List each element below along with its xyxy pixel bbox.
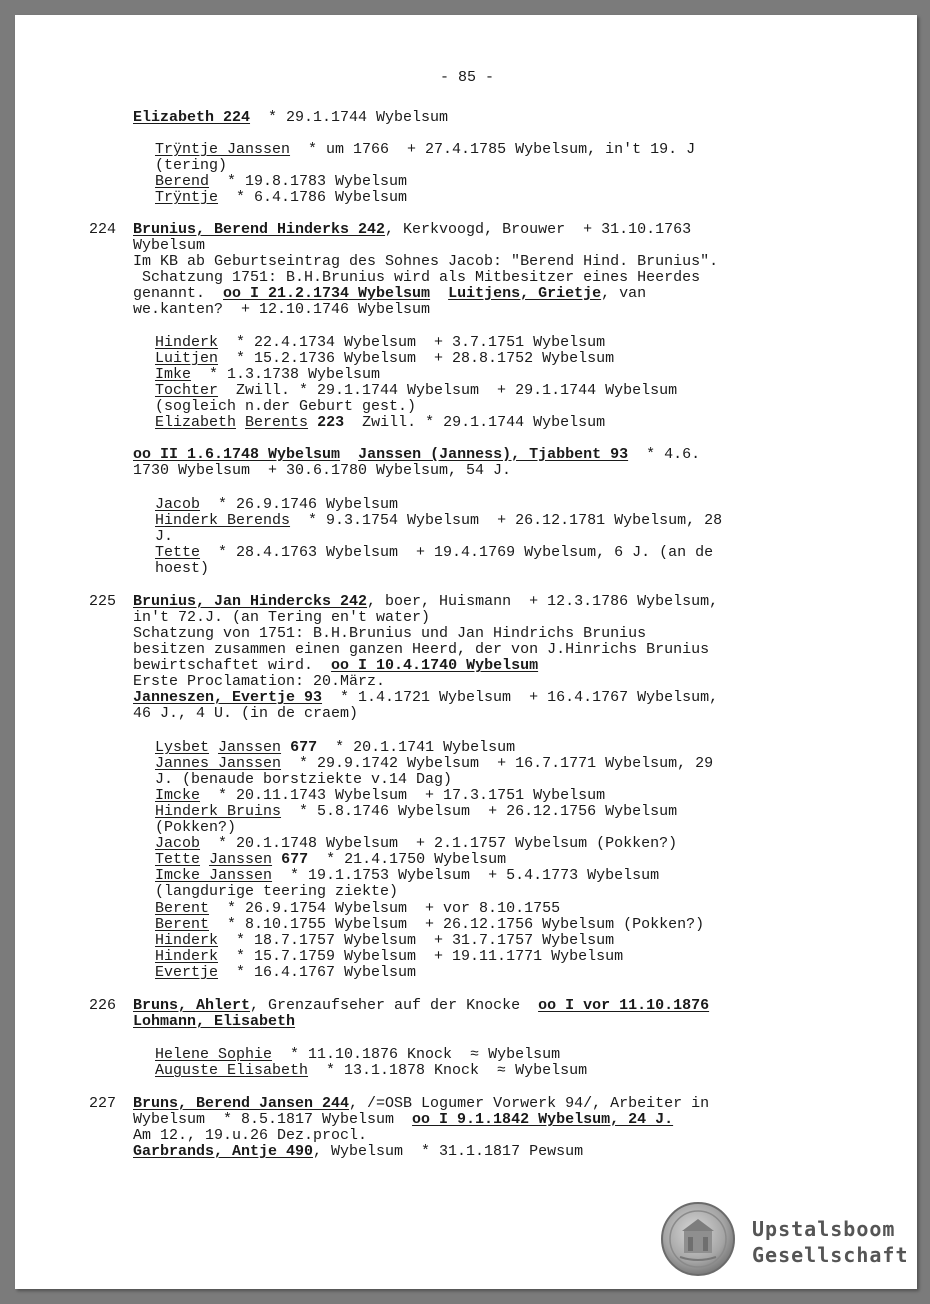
- text-segment: [200, 851, 209, 868]
- child-name: Lysbet: [155, 739, 210, 756]
- text-segment: * 15.2.1736 Wybelsum + 28.8.1752 Wybelsum: [218, 350, 615, 367]
- text-line: [155, 917, 704, 933]
- text-segment: * 26.9.1746 Wybelsum: [200, 496, 399, 513]
- child-name: Tette: [155, 544, 201, 561]
- text-line: [155, 949, 623, 965]
- entry-number: 227: [89, 1095, 117, 1112]
- text-segment: (sogleich n.der Geburt gest.): [155, 398, 417, 415]
- text-segment: Zwill. * 29.1.1744 Wybelsum: [344, 414, 606, 431]
- text-line: [133, 690, 718, 706]
- text-line: [155, 367, 380, 383]
- text-segment: , Kerkvoogd, Brouwer + 31.10.1763: [385, 221, 692, 238]
- text-line: [155, 561, 209, 577]
- text-segment: [209, 739, 218, 756]
- child-name: Trÿntje: [155, 189, 219, 206]
- page-content: [15, 15, 917, 1289]
- text-segment: genannt.: [133, 285, 224, 302]
- child-name: Hinderk: [155, 334, 219, 351]
- child-name: Auguste Elisabeth: [155, 1062, 309, 1079]
- text-line: [155, 158, 227, 174]
- text-segment: (Pokken?): [155, 819, 237, 836]
- text-line: [155, 190, 407, 206]
- text-segment: * 26.9.1754 Wybelsum + vor 8.10.1755: [209, 900, 561, 917]
- text-segment: 46 J., 4 U. (in de craem): [133, 705, 359, 722]
- person-name-link: oo I vor 11.10.1876: [538, 997, 710, 1014]
- text-line: [133, 1128, 367, 1144]
- text-segment: 1730 Wybelsum + 30.6.1780 Wybelsum, 54 J.: [133, 462, 512, 479]
- text-line: [155, 529, 173, 545]
- person-name-link: oo I 9.1.1842 Wybelsum, 24 J.: [412, 1111, 674, 1128]
- text-segment: Wybelsum * 8.5.1817 Wybelsum: [133, 1111, 413, 1128]
- person-name-link: oo I 21.2.1734 Wybelsum: [223, 285, 431, 302]
- text-line: [133, 1014, 295, 1030]
- text-segment: * 4.6.: [628, 446, 701, 463]
- person-name-link: Lohmann, Elisabeth: [133, 1013, 296, 1030]
- text-line: [133, 254, 718, 270]
- person-name-link: Bruns, Berend Jansen 244: [133, 1095, 350, 1112]
- text-line: [155, 884, 398, 900]
- text-line: [133, 706, 358, 722]
- child-name: Jannes Janssen: [155, 755, 282, 772]
- text-segment: * 18.7.1757 Wybelsum + 31.7.1757 Wybelsum: [218, 932, 615, 949]
- text-line: [155, 1063, 587, 1079]
- child-name: Imcke Janssen: [155, 867, 273, 884]
- text-segment: , Wybelsum * 31.1.1817 Pewsum: [313, 1143, 584, 1160]
- child-name: Evertje: [155, 964, 219, 981]
- child-name: Berent: [155, 916, 210, 933]
- text-line: [133, 463, 511, 479]
- text-segment: [308, 414, 317, 431]
- person-name-link: Garbrands, Antje 490: [133, 1143, 314, 1160]
- text-segment: * 1.3.1738 Wybelsum: [191, 366, 381, 383]
- text-line: [155, 415, 605, 431]
- text-line: [133, 286, 646, 302]
- document-page: [15, 15, 917, 1289]
- text-line: [155, 335, 605, 351]
- text-line: [155, 772, 452, 788]
- person-name-link: Janneszen, Evertje 93: [133, 689, 323, 706]
- text-line: [133, 270, 700, 286]
- text-line: [133, 447, 700, 463]
- text-line: [133, 1144, 583, 1160]
- text-segment: * 16.4.1767 Wybelsum: [218, 964, 417, 981]
- text-segment: [430, 285, 448, 302]
- text-segment: in't 72.J. (an Tering en't water): [133, 609, 431, 626]
- text-line: [155, 142, 695, 158]
- text-segment: hoest): [155, 560, 210, 577]
- child-name: Berent: [155, 900, 210, 917]
- person-name-link: Bruns, Ahlert: [133, 997, 251, 1014]
- text-segment: * 8.10.1755 Wybelsum + 26.12.1756 Wybelsum (Pokken?): [209, 916, 705, 933]
- person-name-link: oo II 1.6.1748 Wybelsum: [133, 446, 341, 463]
- text-segment: [236, 414, 245, 431]
- text-segment: we.kanten? + 12.10.1746 Wybelsum: [133, 301, 431, 318]
- text-line: [155, 868, 659, 884]
- text-segment: * 19.1.1753 Wybelsum + 5.4.1773 Wybelsum: [272, 867, 660, 884]
- text-segment: * 22.4.1734 Wybelsum + 3.7.1751 Wybelsum: [218, 334, 606, 351]
- text-line: [155, 497, 398, 513]
- text-segment: * 20.1.1741 Wybelsum: [317, 739, 516, 756]
- child-name: Elizabeth: [155, 414, 237, 431]
- text-segment: , boer, Huismann + 12.3.1786 Wybelsum,: [367, 593, 719, 610]
- text-line: [133, 610, 430, 626]
- child-name: Jacob: [155, 835, 201, 852]
- text-line: [155, 1047, 560, 1063]
- text-line: [155, 756, 713, 772]
- person-name-link: Elizabeth 224: [133, 109, 251, 126]
- text-segment: Am 12., 19.u.26 Dez.procl.: [133, 1127, 368, 1144]
- text-line: [155, 383, 677, 399]
- text-segment: (tering): [155, 157, 228, 174]
- reference-number: 677: [281, 851, 309, 868]
- text-segment: * 29.9.1742 Wybelsum + 16.7.1771 Wybelsum, 29: [281, 755, 714, 772]
- text-segment: (langdurige teering ziekte): [155, 883, 399, 900]
- entry-number: 224: [89, 221, 117, 238]
- logo-text-line1: Upstalsboom: [752, 1217, 896, 1241]
- text-segment: * 6.4.1786 Wybelsum: [218, 189, 408, 206]
- text-segment: , van: [601, 285, 647, 302]
- text-segment: besitzen zusammen einen ganzen Heerd, der von J.Hinrichs Brunius: [133, 641, 710, 658]
- text-segment: Zwill. * 29.1.1744 Wybelsum + 29.1.1744 Wybelsum: [218, 382, 678, 399]
- text-line: [133, 238, 205, 254]
- text-line: [89, 594, 718, 610]
- text-segment: bewirtschaftet wird.: [133, 657, 332, 674]
- child-name: Imke: [155, 366, 192, 383]
- person-name-link: Brunius, Berend Hinderks 242: [133, 221, 386, 238]
- text-segment: Wybelsum: [133, 237, 206, 254]
- text-segment: J.: [155, 528, 174, 545]
- text-line: [155, 965, 416, 981]
- text-line: [155, 901, 560, 917]
- text-line: [155, 545, 713, 561]
- text-line: [155, 351, 614, 367]
- text-segment: [281, 739, 290, 756]
- text-segment: * um 1766 + 27.4.1785 Wybelsum, in't 19. J: [290, 141, 696, 158]
- text-line: [155, 174, 407, 190]
- text-segment: * 19.8.1783 Wybelsum: [209, 173, 408, 190]
- child-name: Imcke: [155, 787, 201, 804]
- entry-number: 225: [89, 593, 117, 610]
- text-segment: Schatzung von 1751: B.H.Brunius und Jan Hindrichs Brunius: [133, 625, 647, 642]
- reference-number: 677: [290, 739, 318, 756]
- text-line: [155, 399, 416, 415]
- person-name-link: Luitjens, Grietje: [448, 285, 602, 302]
- text-line: [155, 740, 515, 756]
- child-name: Hinderk: [155, 932, 219, 949]
- child-name: Janssen: [218, 739, 282, 756]
- child-name: Jacob: [155, 496, 201, 513]
- child-name: Tette: [155, 851, 201, 868]
- text-segment: Schatzung 1751: B.H.Brunius wird als Mitbesitzer eines Heerdes: [133, 269, 701, 286]
- text-segment: Erste Proclamation: 20.März.: [133, 673, 386, 690]
- text-segment: * 1.4.1721 Wybelsum + 16.4.1767 Wybelsum,: [322, 689, 719, 706]
- child-name: Berend: [155, 173, 210, 190]
- text-line: [155, 852, 506, 868]
- child-name: Trÿntje Janssen: [155, 141, 291, 158]
- text-line: [89, 998, 709, 1014]
- text-segment: Im KB ab Geburtseintrag des Sohnes Jacob: "Berend Hind. Brunius".: [133, 253, 719, 270]
- text-line: [155, 804, 677, 820]
- text-segment: * 15.7.1759 Wybelsum + 19.11.1771 Wybelsum: [218, 948, 624, 965]
- child-name: Hinderk Berends: [155, 512, 291, 529]
- text-line: [155, 788, 605, 804]
- text-segment: * 13.1.1878 Knock ≈ Wybelsum: [308, 1062, 588, 1079]
- text-line: [155, 836, 677, 852]
- text-line: [89, 222, 691, 238]
- entry-number: 226: [89, 997, 117, 1014]
- page-number: - 85 -: [440, 69, 495, 86]
- text-line: [155, 820, 236, 836]
- text-segment: [340, 446, 358, 463]
- child-name: Luitjen: [155, 350, 219, 367]
- text-segment: * 20.11.1743 Wybelsum + 17.3.1751 Wybelsum: [200, 787, 606, 804]
- text-segment: * 21.4.1750 Wybelsum: [308, 851, 507, 868]
- text-line: [155, 513, 722, 529]
- text-segment: , Grenzaufseher auf der Knocke: [250, 997, 539, 1014]
- text-line: [133, 626, 646, 642]
- text-segment: [272, 851, 281, 868]
- child-name: Hinderk: [155, 948, 219, 965]
- text-segment: , /=OSB Logumer Vorwerk 94/, Arbeiter in: [349, 1095, 710, 1112]
- text-segment: * 9.3.1754 Wybelsum + 26.12.1781 Wybelsum, 28: [290, 512, 723, 529]
- text-line: [155, 933, 614, 949]
- text-segment: * 29.1.1744 Wybelsum: [250, 109, 449, 126]
- child-name: Janssen: [209, 851, 273, 868]
- text-line: [89, 1096, 709, 1112]
- text-segment: * 20.1.1748 Wybelsum + 2.1.1757 Wybelsum (Pokken?): [200, 835, 678, 852]
- child-name: Hinderk Bruins: [155, 803, 282, 820]
- logo-text-line2: Gesellschaft: [752, 1243, 909, 1267]
- text-line: [133, 642, 709, 658]
- text-segment: * 11.10.1876 Knock ≈ Wybelsum: [272, 1046, 561, 1063]
- text-segment: * 28.4.1763 Wybelsum + 19.4.1769 Wybelsum, 6 J. (an de: [200, 544, 714, 561]
- text-segment: * 5.8.1746 Wybelsum + 26.12.1756 Wybelsum: [281, 803, 678, 820]
- person-name-link: Brunius, Jan Hindercks 242: [133, 593, 368, 610]
- text-line: [133, 110, 448, 126]
- society-seal-icon: [660, 1201, 736, 1277]
- text-line: [133, 674, 385, 690]
- text-segment: J. (benaude borstziekte v.14 Dag): [155, 771, 453, 788]
- child-name: Helene Sophie: [155, 1046, 273, 1063]
- text-line: [133, 658, 538, 674]
- text-line: [133, 1112, 673, 1128]
- reference-number: 223: [317, 414, 345, 431]
- child-name: Tochter: [155, 382, 219, 399]
- child-name: Berents: [245, 414, 309, 431]
- person-name-link: oo I 10.4.1740 Wybelsum: [331, 657, 539, 674]
- person-name-link: Janssen (Janness), Tjabbent 93: [358, 446, 629, 463]
- text-line: [133, 302, 430, 318]
